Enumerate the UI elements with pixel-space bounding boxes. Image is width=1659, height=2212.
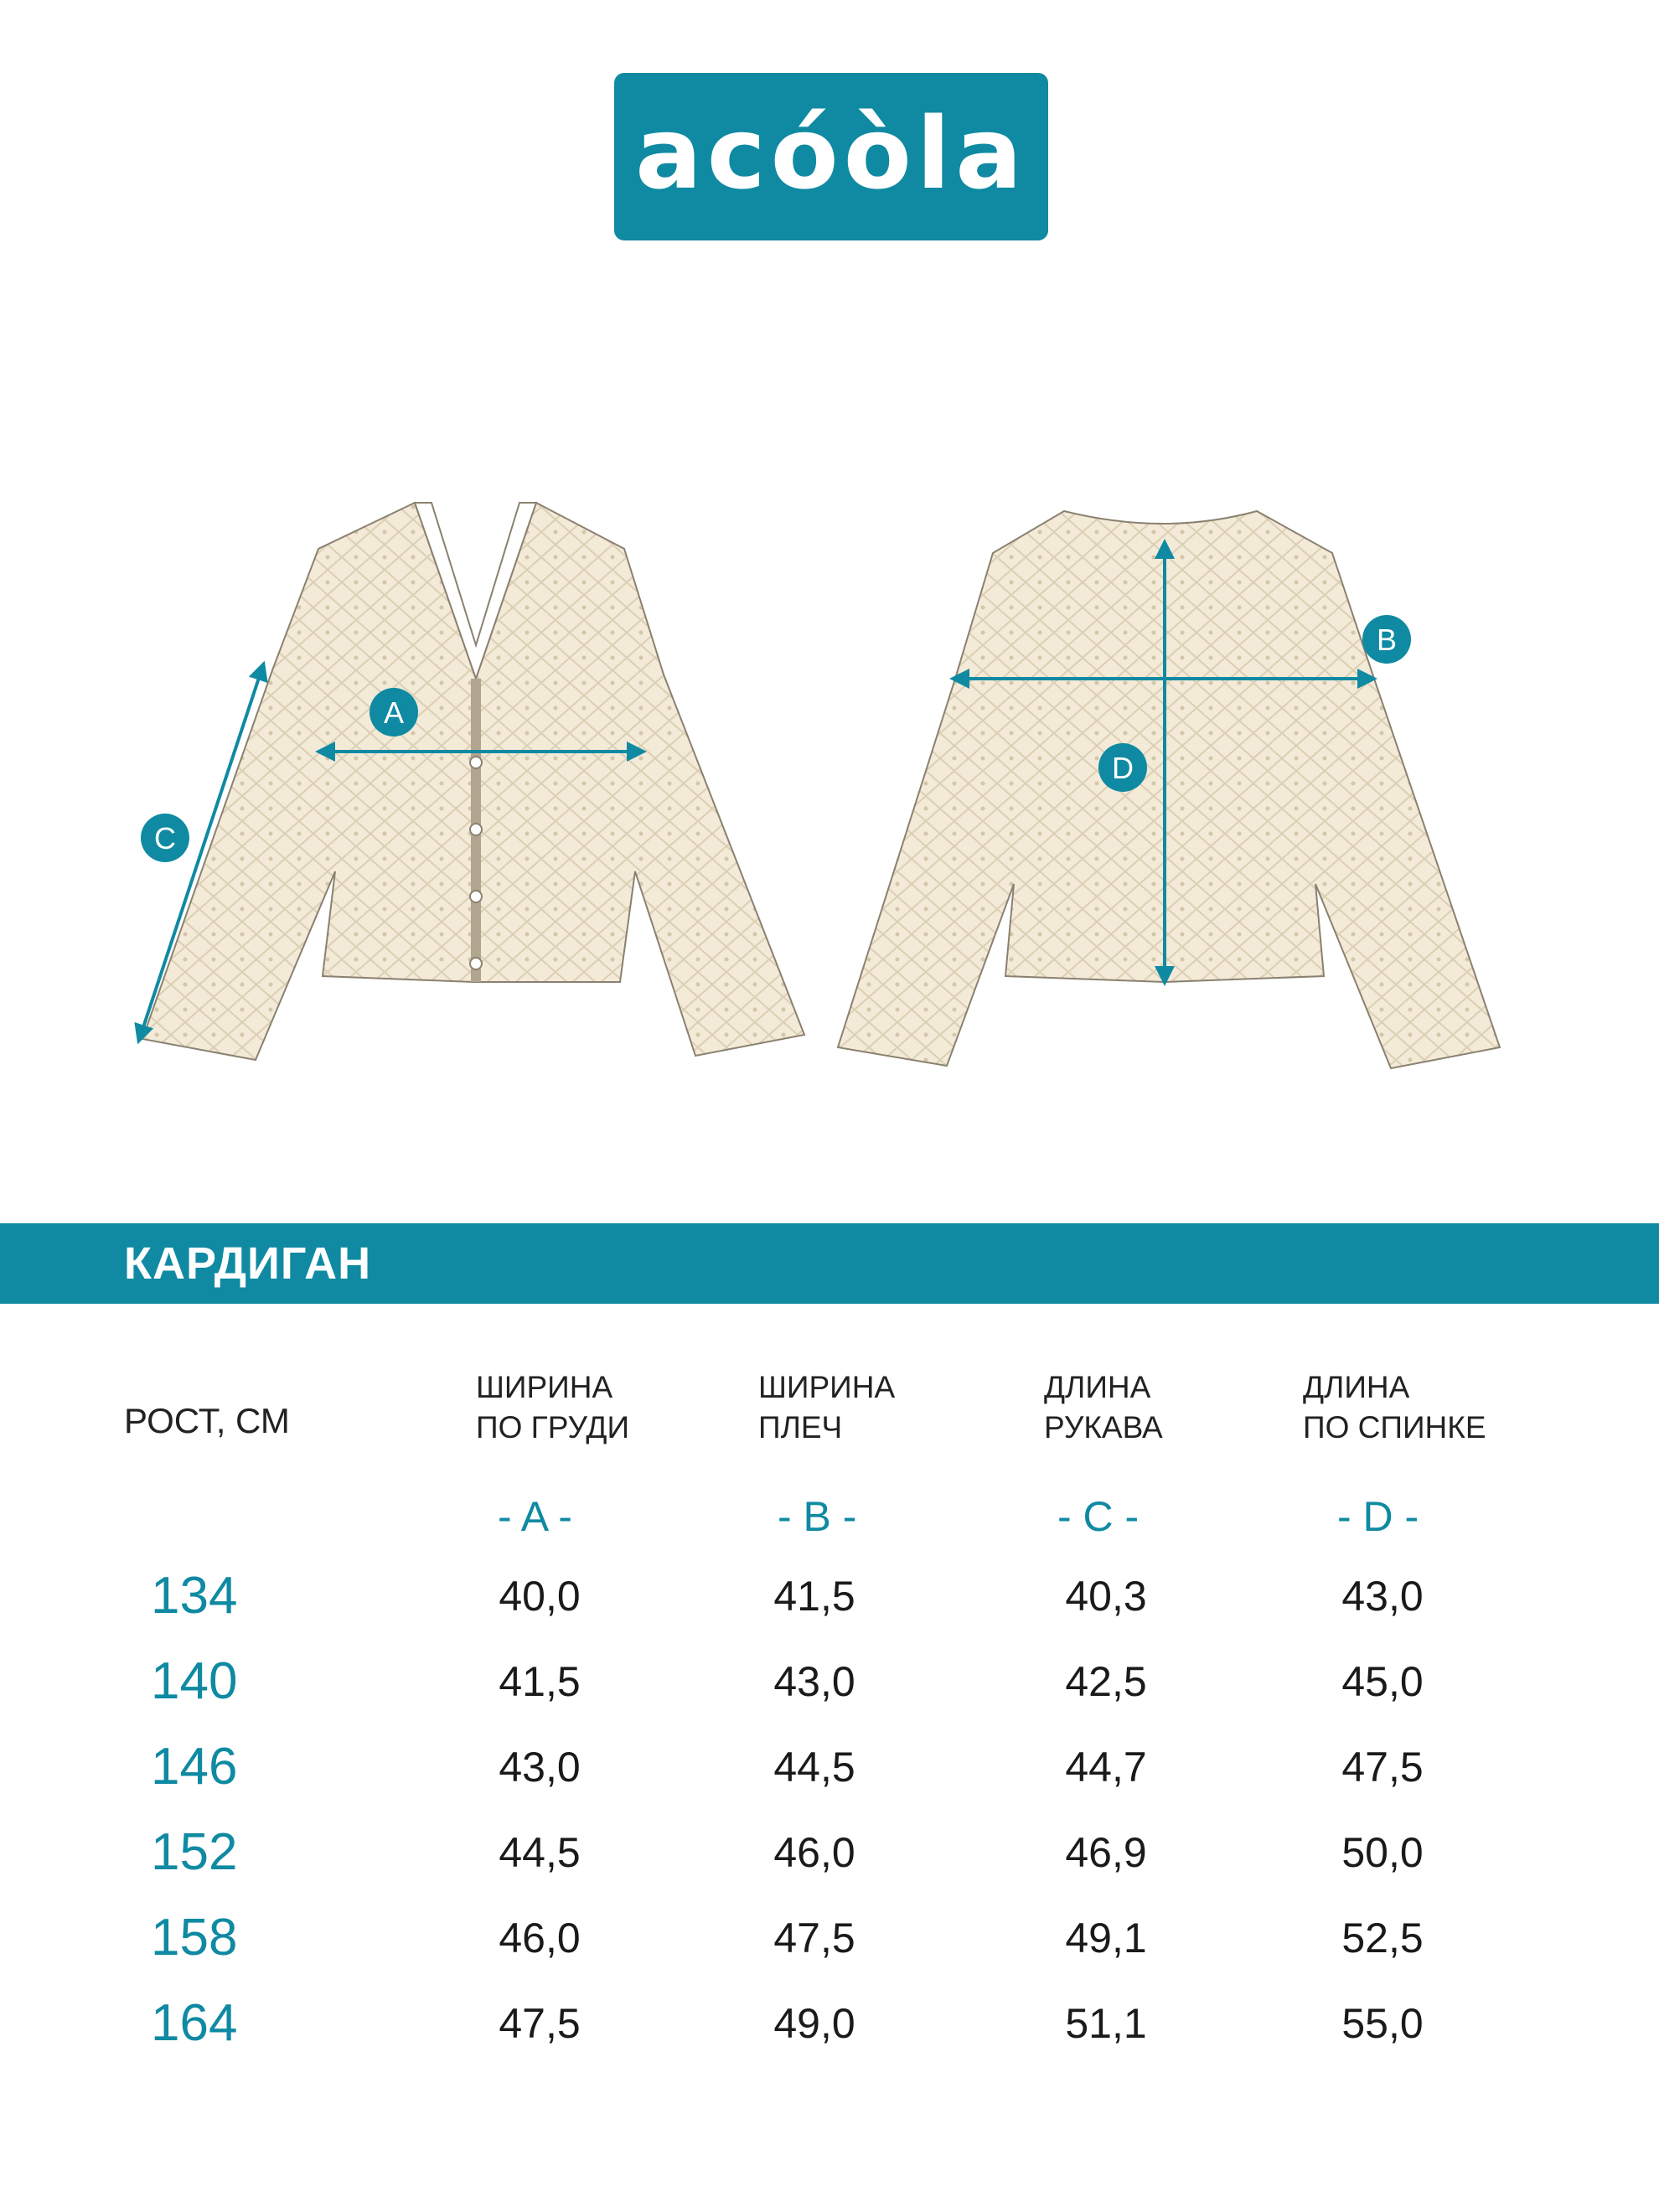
cardigan-back	[838, 511, 1500, 1068]
row-value: 42,5	[1065, 1658, 1147, 1705]
marker-a	[370, 688, 418, 736]
row-height: 152	[151, 1823, 238, 1881]
svg-text:A: A	[383, 695, 405, 730]
row-value: 41,5	[499, 1658, 581, 1705]
col-code-d: - D -	[1337, 1493, 1419, 1540]
row-value: 41,5	[773, 1573, 855, 1620]
row-value: 43,0	[773, 1658, 855, 1705]
brand-logo	[614, 73, 1048, 240]
row-value: 49,0	[773, 2000, 855, 2047]
col-code-b: - B -	[778, 1493, 857, 1540]
row-value: 46,0	[773, 1829, 855, 1876]
row-value: 40,3	[1065, 1573, 1147, 1620]
row-value: 47,5	[499, 2000, 581, 2047]
row-value: 47,5	[773, 1915, 855, 1961]
row-value: 49,1	[1065, 1915, 1147, 1961]
row-value: 51,1	[1065, 2000, 1147, 2047]
marker-d	[1098, 743, 1147, 792]
brand-logo-text: acóòla	[635, 96, 1027, 211]
row-height: 134	[151, 1567, 238, 1625]
section-title: КАРДИГАН	[124, 1238, 372, 1289]
col-header-c: ДЛИНА РУКАВА	[1044, 1370, 1163, 1445]
row-value: 44,5	[773, 1744, 855, 1791]
row-value: 43,0	[499, 1744, 581, 1791]
row-height: 146	[151, 1738, 238, 1796]
row-value: 46,9	[1065, 1829, 1147, 1876]
svg-text:B: B	[1376, 623, 1398, 657]
row-height: 164	[151, 1994, 238, 2052]
marker-c	[141, 814, 189, 862]
row-value: 44,5	[499, 1829, 581, 1876]
row-value: 50,0	[1341, 1829, 1424, 1876]
height-header: РОСТ, СМ	[124, 1401, 290, 1440]
row-value: 45,0	[1341, 1658, 1424, 1705]
col-header-a: ШИРИНА ПО ГРУДИ	[476, 1370, 630, 1445]
col-header-b: ШИРИНА ПЛЕЧ	[758, 1370, 896, 1445]
section-band	[0, 1223, 1659, 1304]
row-height: 140	[151, 1652, 238, 1710]
row-value: 46,0	[499, 1915, 581, 1961]
col-header-d: ДЛИНА ПО СПИНКЕ	[1303, 1370, 1486, 1445]
svg-text:C: C	[154, 821, 176, 855]
row-value: 40,0	[499, 1573, 581, 1620]
marker-b	[1362, 615, 1411, 664]
row-value: 44,7	[1065, 1744, 1147, 1791]
row-value: 43,0	[1341, 1573, 1424, 1620]
row-value: 55,0	[1341, 2000, 1424, 2047]
row-value: 52,5	[1341, 1915, 1424, 1961]
col-code-c: - C -	[1057, 1493, 1140, 1540]
cardigan-front	[142, 503, 804, 1060]
row-height: 158	[151, 1909, 238, 1967]
svg-text:D: D	[1112, 751, 1134, 785]
col-code-a: - A -	[498, 1493, 572, 1540]
garment-illustration	[0, 469, 1659, 1106]
row-value: 47,5	[1341, 1744, 1424, 1791]
